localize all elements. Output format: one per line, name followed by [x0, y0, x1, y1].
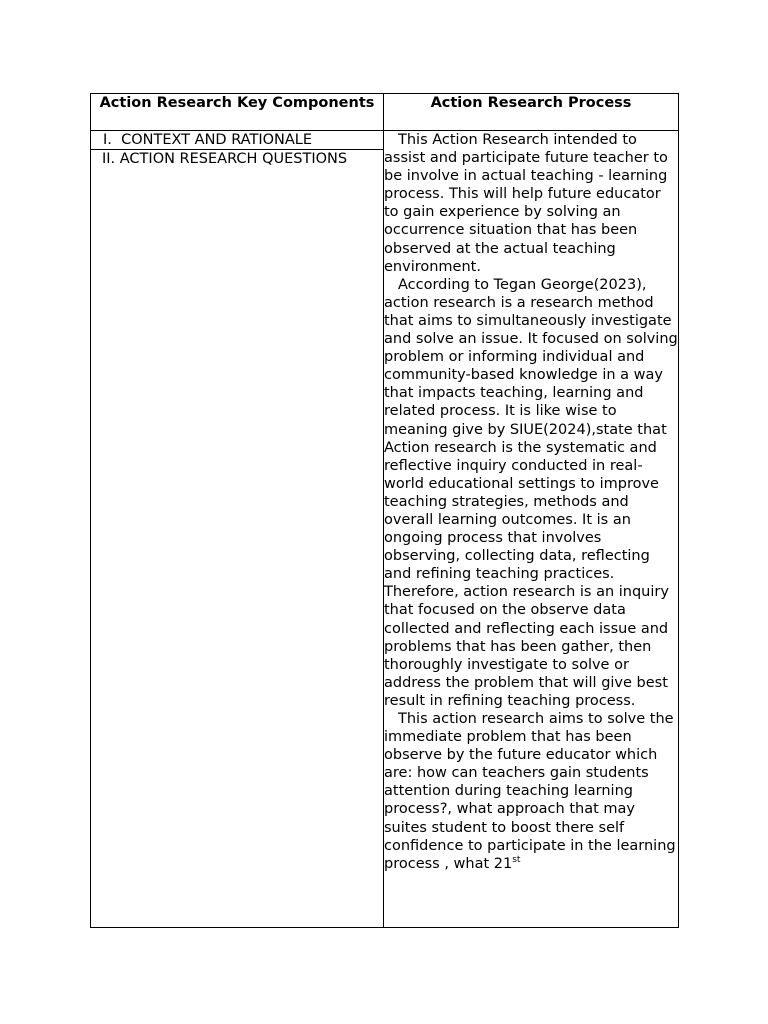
- action-research-table: [90, 93, 679, 928]
- key-components-cell: [91, 131, 384, 928]
- ordinal-superscript: st: [512, 854, 521, 865]
- paragraph-aims-text: This action research aims to solve the immediate problem that has been observe by the future educator which are: how can teachers gain students attention during teaching learning process?, what approach that may suites student to boost there self confidence to participate in the learning process , what 21: [384, 711, 676, 872]
- paragraph-aims: [384, 710, 678, 873]
- header-key-components: Action Research Key Components: [91, 94, 384, 131]
- table-body-row: [91, 131, 679, 928]
- component-context-rationale: I. CONTEXT AND RATIONALE: [91, 131, 383, 150]
- paragraph-introduction: This Action Research intended to assist and participate future teacher to be involve in actual teaching - learning process. This will help future educator to gain experience by solving an occurrence situation that has been observed at the actual teaching environment.: [384, 132, 668, 275]
- research-process-cell: [384, 131, 679, 928]
- table-header-row: [91, 94, 679, 131]
- component-research-questions: II. ACTION RESEARCH QUESTIONS: [102, 151, 348, 167]
- paragraph-definition: According to Tegan George(2023), action research is a research method that aims to simultaneously investigate and solve an issue. It focused on solving problem or informing individual and community-based knowledge in a way that impacts teaching, learning and related process. It is like wise to meaning give by SIUE(2024),state that Action research is the systematic and reflective inquiry conducted in real-world educational settings to improve teaching strategies, methods and overall learning outcomes. It is an ongoing process that involves observing, collecting data, reflecting and refining teaching practices. Therefore, action research is an inquiry that focused on the observe data collected and reflecting each issue and problems that has been gather, then thoroughly investigate to solve or address the problem that will give best result in refining teaching process.: [384, 276, 678, 709]
- header-research-process: Action Research Process: [384, 94, 679, 131]
